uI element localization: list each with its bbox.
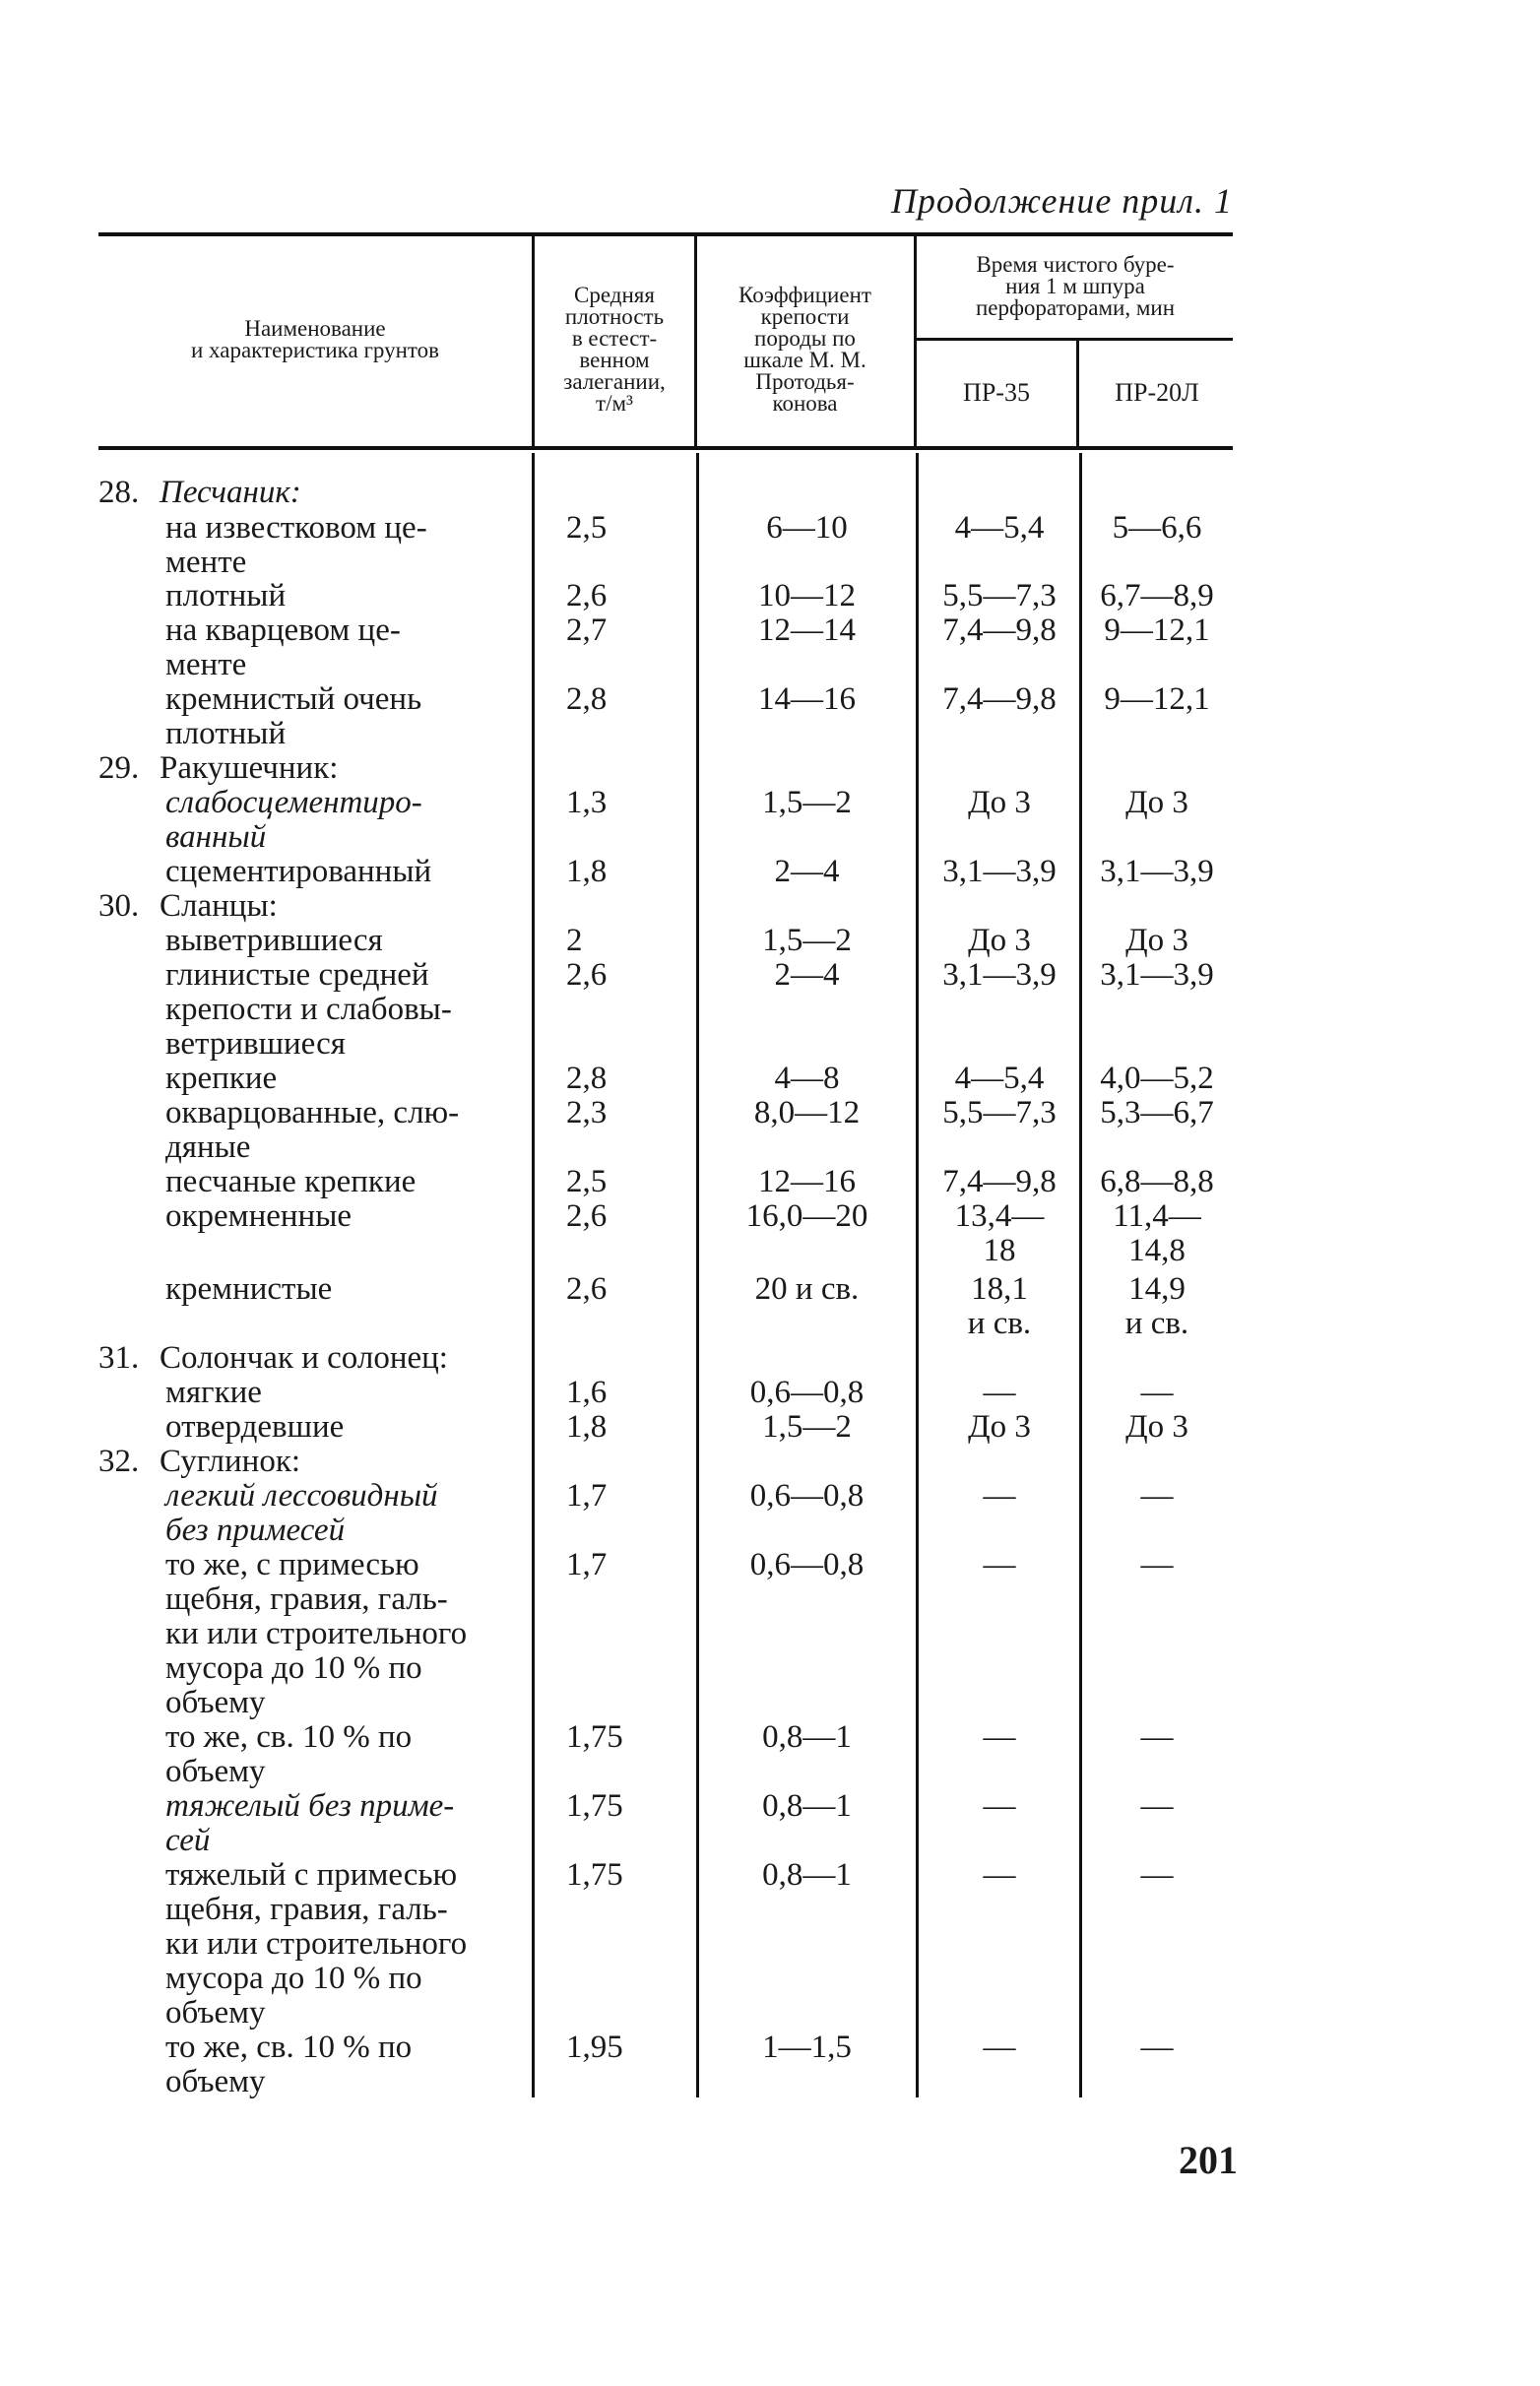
column-rule-4: [1076, 340, 1079, 446]
pr35-cell: —: [983, 1788, 1016, 1824]
density-cell: 1,7: [566, 1478, 608, 1514]
group-number: 28.: [98, 475, 140, 510]
density-cell: 1,8: [566, 854, 608, 889]
pr20l-cell: 9—12,1: [1104, 613, 1210, 648]
density-cell: 2,7: [566, 613, 608, 648]
density-cell: 1,3: [566, 785, 608, 820]
soil-name: тяжелый с примесью щебня, гравия, галь- ки или строительного мусора до 10 % по объему: [165, 1857, 468, 2031]
header-density: Средняя плотность в естест- венном залегании, т/м³: [563, 282, 666, 416]
density-cell: 2,5: [566, 1164, 608, 1199]
pr20l-cell: 5,3—6,7: [1100, 1095, 1214, 1130]
pr35-cell: 13,4— 18: [954, 1198, 1045, 1268]
pr20l-cell: —: [1140, 2030, 1174, 2065]
pr35-cell: 3,1—3,9: [942, 854, 1057, 889]
soil-name: то же, с примесью щебня, гравия, галь- ки или строительного мусора до 10 % по объему: [165, 1547, 468, 1720]
soil-name: отвердевшие: [165, 1409, 345, 1445]
pr35-cell: 3,1—3,9: [942, 957, 1057, 993]
header-pr20l: ПР-20Л: [1115, 377, 1199, 407]
header-bottom-rule: [98, 446, 1233, 450]
pr20l-cell: 9—12,1: [1104, 681, 1210, 717]
density-cell: 1,7: [566, 1547, 608, 1582]
soil-name: мягкие: [165, 1375, 262, 1410]
column-rule-3-body: [916, 453, 919, 2097]
soil-name: тяжелый без приме- сей: [165, 1788, 455, 1858]
coefficient-cell: 2—4: [774, 957, 840, 993]
soil-name: окварцованные, слю- дяные: [165, 1095, 460, 1165]
density-cell: 2,6: [566, 578, 608, 613]
coefficient-cell: 1,5—2: [762, 785, 852, 820]
column-rule-4-body: [1079, 453, 1082, 2097]
coefficient-cell: 2—4: [774, 854, 840, 889]
pr20l-cell: —: [1140, 1857, 1174, 1893]
pr35-cell: 18,1 и св.: [967, 1271, 1032, 1341]
pr35-cell: 5,5—7,3: [942, 578, 1057, 613]
group-number: 31.: [98, 1340, 140, 1376]
group-title: Ракушечник:: [160, 750, 339, 786]
coefficient-cell: 8,0—12: [753, 1095, 861, 1130]
coefficient-cell: 1,5—2: [762, 1409, 852, 1445]
soil-name: кремнистые: [165, 1271, 333, 1307]
pr35-cell: —: [983, 1857, 1016, 1893]
group-title: Суглинок:: [160, 1444, 301, 1479]
soil-name: кремнистый очень плотный: [165, 681, 422, 751]
density-cell: 2,8: [566, 1061, 608, 1096]
pr35-cell: До 3: [968, 1409, 1031, 1445]
header-pr35: ПР-35: [963, 377, 1030, 407]
coefficient-cell: 0,6—0,8: [749, 1478, 865, 1514]
coefficient-cell: 14—16: [758, 681, 856, 717]
pr20l-cell: —: [1140, 1719, 1174, 1755]
coefficient-cell: 0,8—1: [762, 1719, 852, 1755]
pr20l-cell: 11,4— 14,8: [1113, 1198, 1201, 1268]
density-cell: 1,75: [566, 1788, 623, 1824]
coefficient-cell: 12—14: [758, 613, 856, 648]
soil-name: плотный: [165, 578, 287, 613]
density-cell: 1,75: [566, 1857, 623, 1893]
pr20l-cell: —: [1140, 1547, 1174, 1582]
soil-name: песчаные крепкие: [165, 1164, 417, 1199]
coefficient-cell: 12—16: [758, 1164, 856, 1199]
coefficient-cell: 0,8—1: [762, 1857, 852, 1893]
pr35-cell: До 3: [968, 923, 1031, 958]
group-number: 29.: [98, 750, 140, 786]
coefficient-cell: 0,8—1: [762, 1788, 852, 1824]
pr20l-cell: —: [1140, 1375, 1174, 1410]
density-cell: 1,95: [566, 2030, 623, 2065]
column-rule-1: [532, 236, 535, 446]
pr35-cell: —: [983, 1547, 1016, 1582]
group-number: 30.: [98, 888, 140, 924]
pr20l-cell: 6,7—8,9: [1100, 578, 1214, 613]
coefficient-cell: 0,6—0,8: [749, 1375, 865, 1410]
density-cell: 1,8: [566, 1409, 608, 1445]
density-cell: 2,6: [566, 1198, 608, 1234]
pr20l-cell: До 3: [1125, 785, 1188, 820]
soil-name: на известковом це- менте: [165, 510, 427, 580]
pr20l-cell: 3,1—3,9: [1100, 854, 1214, 889]
pr35-cell: 5,5—7,3: [942, 1095, 1057, 1130]
coefficient-cell: 6—10: [766, 510, 848, 546]
pr20l-cell: 3,1—3,9: [1100, 957, 1214, 993]
density-cell: 2,3: [566, 1095, 608, 1130]
soil-name: на кварцевом це- менте: [165, 613, 401, 682]
soil-name: то же, св. 10 % по объему: [165, 1719, 413, 1789]
pr35-cell: —: [983, 1478, 1016, 1514]
pr35-cell: 4—5,4: [954, 510, 1045, 546]
coefficient-cell: 4—8: [774, 1061, 840, 1096]
soil-name: выветрившиеся: [165, 923, 383, 958]
pr35-cell: —: [983, 1375, 1016, 1410]
soil-name: окремненные: [165, 1198, 353, 1234]
soil-name: слабосцементиро- ванный: [165, 785, 422, 855]
pr20l-cell: До 3: [1125, 1409, 1188, 1445]
pr20l-cell: —: [1140, 1478, 1174, 1514]
soil-name: сцементированный: [165, 854, 432, 889]
group-title: Солончак и солонец:: [160, 1340, 448, 1376]
pr35-cell: До 3: [968, 785, 1031, 820]
pr20l-cell: До 3: [1125, 923, 1188, 958]
pr20l-cell: 14,9 и св.: [1124, 1271, 1189, 1341]
coefficient-cell: 0,6—0,8: [749, 1547, 865, 1582]
density-cell: 2,6: [566, 957, 608, 993]
coefficient-cell: 20 и св.: [754, 1271, 860, 1307]
column-rule-2-body: [696, 453, 699, 2097]
pr20l-cell: 6,8—8,8: [1100, 1164, 1214, 1199]
density-cell: 2,5: [566, 510, 608, 546]
page-number: 201: [1179, 2138, 1238, 2182]
pr35-cell: 7,4—9,8: [942, 613, 1057, 648]
pr20l-cell: —: [1140, 1788, 1174, 1824]
group-number: 32.: [98, 1444, 140, 1479]
header-drilling-time: Время чистого буре- ния 1 м шпура перфораторами, мин: [975, 252, 1176, 320]
coefficient-cell: 1,5—2: [762, 923, 852, 958]
header-coefficient: Коэффициент крепости породы по шкале М. М. Протодья- конова: [738, 282, 871, 416]
pr35-cell: 7,4—9,8: [942, 1164, 1057, 1199]
coefficient-cell: 16,0—20: [745, 1198, 868, 1234]
density-cell: 1,6: [566, 1375, 608, 1410]
pr20l-cell: 4,0—5,2: [1100, 1061, 1214, 1096]
group-title: Песчаник:: [160, 475, 301, 510]
density-cell: 2: [566, 923, 583, 958]
continuation-label: Продолжение прил. 1: [890, 181, 1233, 221]
pr35-cell: 4—5,4: [954, 1061, 1045, 1096]
pr35-cell: —: [983, 2030, 1016, 2065]
pr20l-cell: 5—6,6: [1112, 510, 1202, 546]
coefficient-cell: 10—12: [758, 578, 856, 613]
column-rule-3: [914, 236, 917, 446]
density-cell: 1,75: [566, 1719, 623, 1755]
density-cell: 2,6: [566, 1271, 608, 1307]
column-rule-1-body: [532, 453, 535, 2097]
pr35-cell: 7,4—9,8: [942, 681, 1057, 717]
soil-name: крепкие: [165, 1061, 278, 1096]
header-name: Наименование и характеристика грунтов: [190, 316, 439, 362]
group-title: Сланцы:: [160, 888, 278, 924]
density-cell: 2,8: [566, 681, 608, 717]
soil-name: то же, св. 10 % по объему: [165, 2030, 413, 2099]
soil-name: легкий лессовидный без примесей: [165, 1478, 438, 1548]
coefficient-cell: 1—1,5: [762, 2030, 852, 2065]
soil-name: глинистые средней крепости и слабовы- ветрившиеся: [165, 957, 452, 1062]
column-rule-2: [694, 236, 697, 446]
pr35-cell: —: [983, 1719, 1016, 1755]
